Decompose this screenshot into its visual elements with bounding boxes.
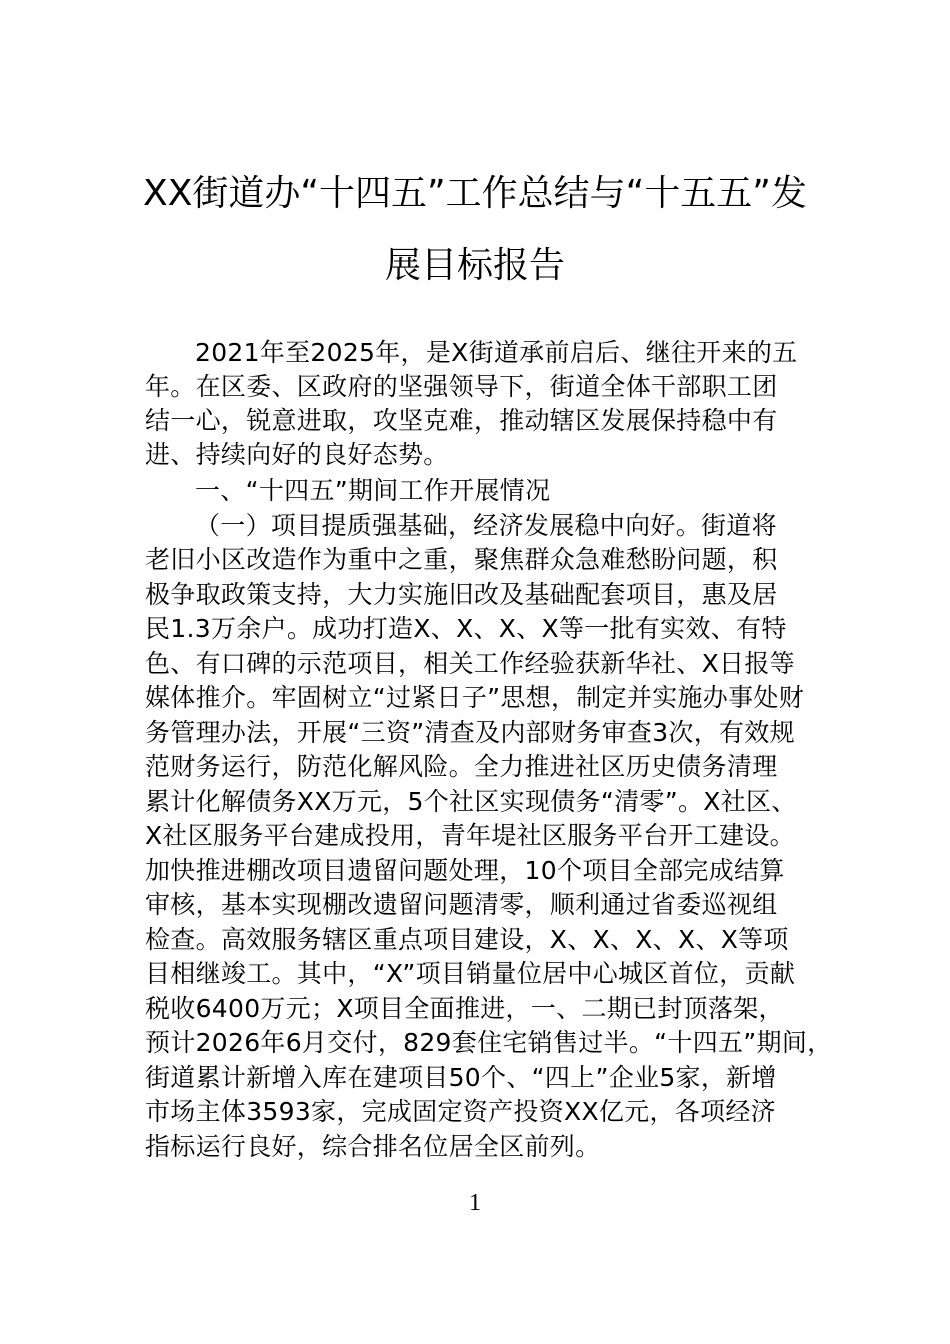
subsection-paragraph-line: 检查。高效服务辖区重点项目建设，X、X、X、X、X等项 <box>145 925 789 954</box>
subsection-paragraph-line: 民1.3万余户。成功打造X、X、X、X等一批有实效、有特 <box>145 614 787 643</box>
subsection-paragraph-line: 老旧小区改造作为重中之重，聚焦群众急难愁盼问题，积 <box>145 545 778 574</box>
document-title-line-2: 展目标报告 <box>384 245 565 286</box>
subsection-paragraph-line: 加快推进棚改项目遗留问题处理，10个项目全部完成结算 <box>145 856 785 885</box>
subsection-paragraph-line: 目相继竣工。其中，“X”项目销量位居中心城区首位，贡献 <box>145 959 796 988</box>
subsection-paragraph-line: 市场主体3593家，完成固定资产投资XX亿元，各项经济 <box>145 1097 776 1126</box>
subsection-paragraph-line: 范财务运行，防范化解风险。全力推进社区历史债务清理 <box>145 752 778 781</box>
intro-paragraph-line: 结一心，锐意进取，攻坚克难，推动辖区发展保持稳中有 <box>145 406 778 435</box>
subsection-paragraph-line: 预计2026年6月交付，829套住宅销售过半。“十四五”期间， <box>145 1028 833 1057</box>
section-heading: 一、“十四五”期间工作开展情况 <box>195 476 551 505</box>
subsection-paragraph-line: 街道累计新增入库在建项目50个、“四上”企业5家，新增 <box>145 1063 777 1092</box>
subsection-paragraph-line: 指标运行良好，综合排名位居全区前列。 <box>145 1132 601 1161</box>
subsection-paragraph-line: 色、有口碑的示范项目，相关工作经验获新华社、X日报等 <box>145 649 795 678</box>
subsection-paragraph-line: X社区服务平台建成投用，青年堤社区服务平台开工建设。 <box>145 821 795 850</box>
intro-paragraph-line: 进、持续向好的良好态势。 <box>145 440 449 469</box>
subsection-paragraph-line: 务管理办法，开展“三资”清查及内部财务审查3次，有效规 <box>145 718 795 747</box>
document-title-line-1: XX街道办“十四五”工作总结与“十五五”发 <box>143 173 807 214</box>
subsection-paragraph-line: 媒体推介。牢固树立“过紧日子”思想，制定并实施办事处财 <box>145 683 805 712</box>
subsection-paragraph-line: 税收6400万元；X项目全面推进，一、二期已封顶落架， <box>145 994 784 1023</box>
intro-paragraph-line: 2021年至2025年，是X街道承前启后、继往开来的五 <box>195 338 798 367</box>
subsection-paragraph-line: 极争取政策支持，大力实施旧改及基础配套项目，惠及居 <box>145 580 778 609</box>
subsection-paragraph-line: （一）项目提质强基础，经济发展稳中向好。街道将 <box>195 511 777 540</box>
subsection-paragraph-line: 累计化解债务XX万元，5个社区实现债务“清零”。X社区、 <box>145 787 797 816</box>
page-number: 1 <box>469 1190 481 1216</box>
intro-paragraph-line: 年。在区委、区政府的坚强领导下，街道全体干部职工团 <box>145 372 778 401</box>
subsection-paragraph-line: 审核，基本实现棚改遗留问题清零，顺利通过省委巡视组 <box>145 890 778 919</box>
